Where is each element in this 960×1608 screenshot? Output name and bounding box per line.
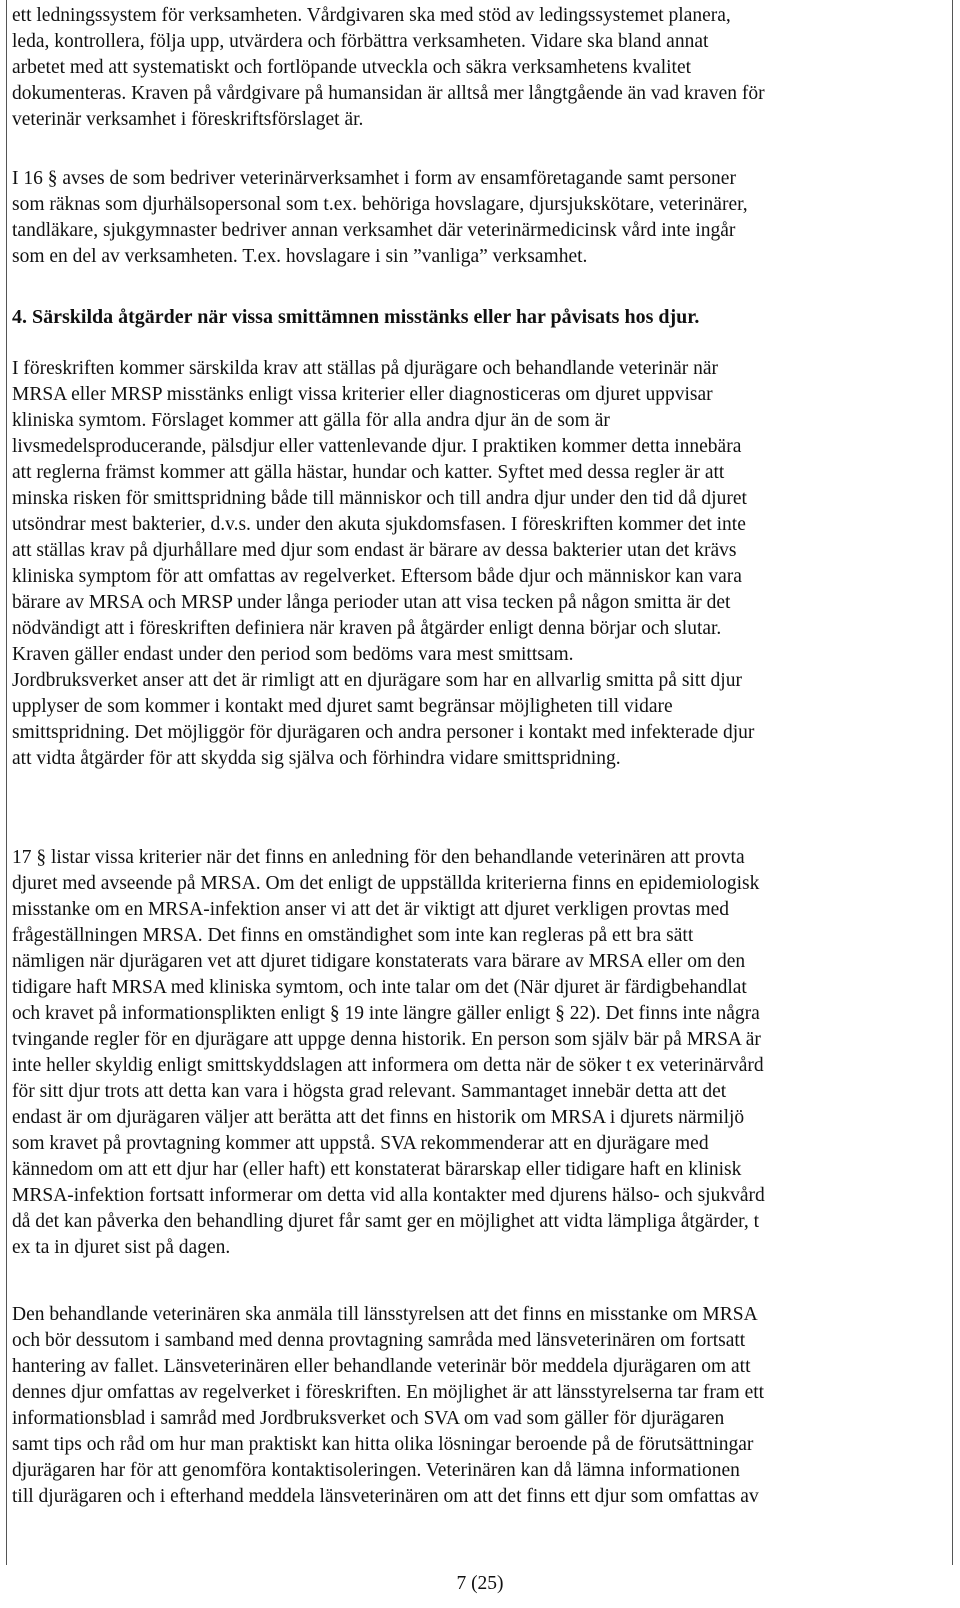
paragraph-16	[12, 166, 947, 270]
text-line: samt tips och råd om hur man praktiskt kan hitta olika lösningar beroende på de förutsättningar	[12, 1434, 754, 1455]
text-line: livsmedelsproducerande, pälsdjur eller vattenlevande djur. I praktiken kommer detta innebära	[12, 436, 742, 457]
text-line: nämligen när djurägaren vet att djuret tidigare konstaterats vara bärare av MRSA eller om den	[12, 951, 746, 972]
text-line: djurägaren har för att genomföra kontaktisoleringen. Veterinären kan då lämna informationen	[12, 1460, 740, 1481]
text-line: till djurägaren och i efterhand meddela länsveterinären om att det finns ett djur som omfattas av	[12, 1486, 759, 1507]
text-line: hantering av fallet. Länsveterinären eller behandlande veterinär bör meddela djurägaren om att	[12, 1356, 751, 1377]
text-line: I föreskriften kommer särskilda krav att ställas på djurägare och behandlande veterinär när	[12, 358, 719, 379]
paragraph-17	[12, 845, 947, 1261]
page-border-right	[952, 0, 953, 1565]
text-line: frågeställningen MRSA. Det finns en omständighet som inte kan regleras på ett bra sätt	[12, 925, 694, 946]
text-line: upplyser de som kommer i kontakt med djuret samt begränsar möjligheten till vidare	[12, 696, 673, 717]
text-line: Jordbruksverket anser att det är rimligt att en djurägare som har en allvarlig smitta på sitt djur	[12, 670, 742, 691]
text-line: kliniska symtom. Förslaget kommer att gälla för alla andra djur än de som är	[12, 410, 610, 431]
text-line: bärare av MRSA och MRSP under långa perioder utan att visa tecken på någon smitta är det	[12, 592, 731, 613]
text-line: ett ledningssystem för verksamheten. Vårdgivaren ska med stöd av ledingssystemet planera,	[12, 5, 731, 26]
text-line: utsöndrar mest bakterier, d.v.s. under den akuta sjukdomsfasen. I föreskriften kommer det inte	[12, 514, 746, 535]
text-line: att ställas krav på djurhållare med djur som endast är bärare av dessa bakterier utan det krävs	[12, 540, 737, 561]
text-line: ex ta in djuret sist på dagen.	[12, 1237, 231, 1258]
text-line: informationsblad i samråd med Jordbruksverket och SVA om vad som gäller för djurägaren	[12, 1408, 725, 1429]
text-line: som räknas som djurhälsopersonal som t.ex. behöriga hovslagare, djursjukskötare, veterinärer,	[12, 194, 748, 215]
text-line: Den behandlande veterinären ska anmäla till länsstyrelsen att det finns en misstanke om MRSA	[12, 1304, 758, 1325]
intro-paragraph	[12, 3, 947, 133]
section-4-paragraph	[12, 356, 947, 772]
text-line: kännedom om att ett djur har (eller haft) ett konstaterat bärarskap eller tidigare haft en klinisk	[12, 1159, 742, 1180]
text-line: tvingande regler för en djurägare att uppge denna historik. En person som själv bär på MRSA är	[12, 1029, 761, 1050]
text-line: då det kan påverka den behandling djuret får samt ger en möjlighet att vidta lämpliga åtgärder, t	[12, 1211, 759, 1232]
text-line: som en del av verksamheten. T.ex. hovslagare i sin ”vanliga” verksamhet.	[12, 246, 588, 267]
text-line: tandläkare, sjukgymnaster bedriver annan verksamhet där veterinärmedicinsk vård inte ingår	[12, 220, 736, 241]
text-line: och bör dessutom i samband med denna provtagning samråda med länsveterinären om fortsatt	[12, 1330, 746, 1351]
text-line: arbetet med att systematiskt och fortlöpande utveckla och säkra verksamhetens kvalitet	[12, 57, 692, 78]
text-line: Kraven gäller endast under den period som bedöms vara mest smittsam.	[12, 644, 574, 665]
text-line: djuret med avseende på MRSA. Om det enligt de uppställda kriterierna finns en epidemiologisk	[12, 873, 760, 894]
page-border-left	[6, 0, 7, 1565]
page-number: 7 (25)	[456, 1573, 504, 1594]
text-line: att vidta åtgärder för att skydda sig själva och förhindra vidare smittspridning.	[12, 748, 621, 769]
text-line: som kravet på provtagning kommer att uppstå. SVA rekommenderar att en djurägare med	[12, 1133, 709, 1154]
text-line: veterinär verksamhet i föreskriftsförslaget är.	[12, 109, 364, 130]
text-line: nödvändigt att i föreskriften definiera när kraven på åtgärder enligt denna börjar och slutar.	[12, 618, 722, 639]
text-line: inte heller skyldig enligt smittskyddslagen att informera om detta när de söker t ex veterinärvård	[12, 1055, 764, 1076]
text-line: kliniska symptom för att omfattas av regelverket. Eftersom både djur och människor kan vara	[12, 566, 742, 587]
text-line: tidigare haft MRSA med kliniska symtom, och inte talar om det (När djuret är färdigbehandlat	[12, 977, 747, 998]
text-line: I 16 § avses de som bedriver veterinärverksamhet i form av ensamföretagande samt personer	[12, 168, 736, 189]
text-line: endast är om djurägaren väljer att berätta att det finns en historik om MRSA i djurets närmiljö	[12, 1107, 745, 1128]
text-line: MRSA-infektion fortsatt informerar om detta vid alla kontakter med djurens hälso- och sjukvård	[12, 1185, 765, 1206]
text-line: dennes djur omfattas av regelverket i föreskriften. En möjlighet är att länsstyrelserna tar fram ett	[12, 1382, 765, 1403]
text-line: för sitt djur trots att detta kan vara i högsta grad relevant. Sammantaget innebär detta att det	[12, 1081, 727, 1102]
text-line: dokumenteras. Kraven på vårdgivare på humansidan är alltså mer långtgående än vad kraven för	[12, 83, 765, 104]
text-line: 17 § listar vissa kriterier när det finns en anledning för den behandlande veterinären att provta	[12, 847, 745, 868]
text-line: att reglerna främst kommer att gälla hästar, hundar och katter. Syftet med dessa regler är att	[12, 462, 725, 483]
text-line: minska risken för smittspridning både till människor och till andra djur under den tid då djuret	[12, 488, 747, 509]
section-heading: 4. Särskilda åtgärder när vissa smittämnen misstänks eller har påvisats hos djur.	[12, 306, 700, 328]
reporting-paragraph	[12, 1302, 947, 1510]
text-line: leda, kontrollera, följa upp, utvärdera och förbättra verksamheten. Vidare ska bland annat	[12, 31, 709, 52]
text-line: och kravet på informationsplikten enligt § 19 inte längre gäller enligt § 22). Det finns inte några	[12, 1003, 760, 1024]
text-line: smittspridning. Det möjliggör för djurägaren och andra personer i kontakt med infekterade djur	[12, 722, 755, 743]
text-line: MRSA eller MRSP misstänks enligt vissa kriterier eller diagnosticeras om djuret uppvisar	[12, 384, 713, 405]
text-line: misstanke om en MRSA-infektion anser vi att det är viktigt att djuret verkligen provtas med	[12, 899, 730, 920]
